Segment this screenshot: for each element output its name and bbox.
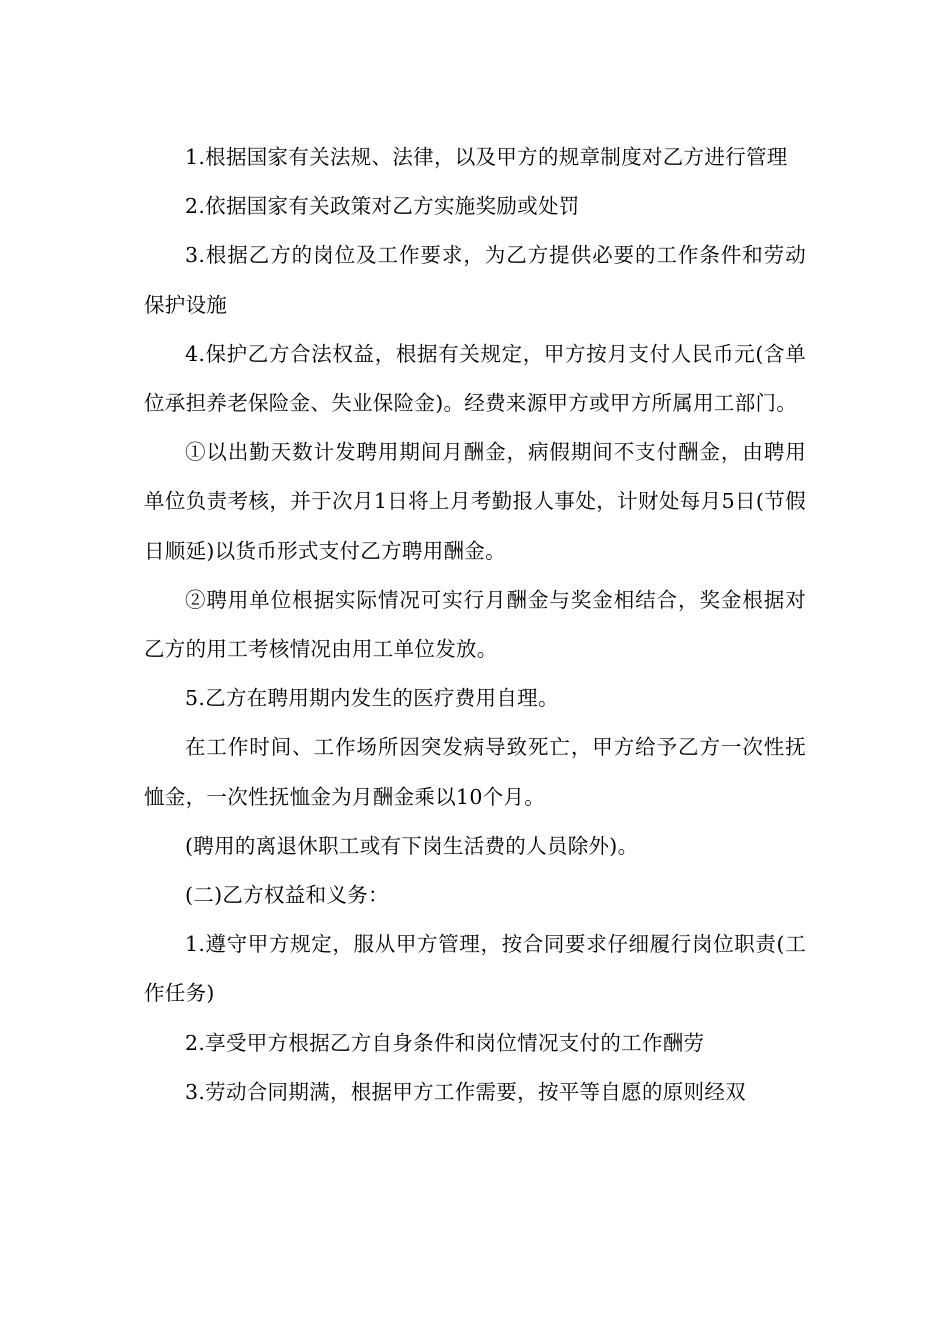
paragraph-working-conditions: 3.根据乙方的岗位及工作要求，为乙方提供必要的工作条件和劳动保护设施 (144, 243, 806, 317)
paragraph-contract-renewal: 3.劳动合同期满，根据甲方工作需要，按平等自愿的原则经双 (185, 1079, 746, 1104)
paragraph-bonus: ②聘用单位根据实际情况可实行月酬金与奖金相结合，奖金根据对乙方的用工考核情况由用工单位发放。 (144, 587, 806, 662)
paragraph-employee-duties: 1.遵守甲方规定，服从甲方管理，按合同要求仔细履行岗位职责(工作任务) (144, 932, 806, 1006)
paragraph-medical-costs: 5.乙方在聘用期内发生的医疗费用自理。 (185, 686, 559, 711)
paragraph-attendance-pay: ①以出勤天数计发聘用期间月酬金，病假期间不支付酬金，由聘用单位负责考核，并于次月1日将上月考勤报人事处，计财处每月5日(节假日顺延)以货币形式支付乙方聘用酬金。 (144, 440, 806, 563)
paragraph-rewards-penalties: 2.依据国家有关政策对乙方实施奖励或处罚 (185, 194, 580, 219)
section-heading-employee-rights: (二)乙方权益和义务： (185, 883, 389, 908)
paragraph-employer-management: 1.根据国家有关法规、法律，以及甲方的规章制度对乙方进行管理 (185, 145, 788, 169)
document-body (144, 133, 806, 1117)
paragraph-exclusion: (聘用的离退休职工或有下岗生活费的人员除外)。 (185, 833, 639, 858)
paragraph-death-benefit: 在工作时间、工作场所因突发病导致死亡，甲方给予乙方一次性抚恤金，一次性抚恤金为月酬金乘以10个月。 (144, 735, 806, 809)
paragraph-employee-pay: 2.享受甲方根据乙方自身条件和岗位情况支付的工作酬劳 (185, 1030, 705, 1055)
paragraph-payment: 4.保护乙方合法权益，根据有关规定，甲方按月支付人民币元(含单位承担养老保险金、失业保险金)。经费来源甲方或甲方所属用工部门。 (144, 341, 806, 416)
